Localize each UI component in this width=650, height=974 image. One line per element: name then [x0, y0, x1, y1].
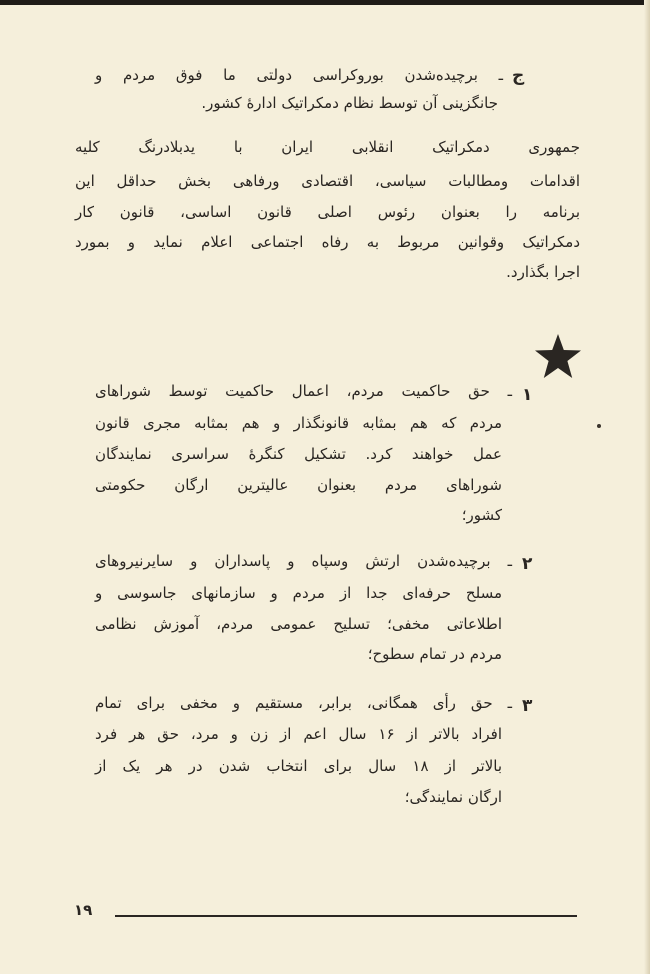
- section-marker: ج: [512, 66, 525, 86]
- item-line: شوراهای مردم بعنوان عالیترین ارگان حکومتی: [95, 476, 502, 494]
- paragraph-line: برنامه را بعنوان رئوس اصلی قانون اساسی، قانون کار: [75, 203, 580, 221]
- paragraph-line: جمهوری دمکراتیک انقلابی ایران با یدبلادرنگ کلیه: [75, 138, 580, 156]
- item-line: افراد بالاتر از ۱۶ سال اعم از زن و مرد، حق هر فرد: [95, 725, 502, 743]
- paragraph-line: اجرا بگذارد.: [506, 263, 580, 281]
- paragraph-line: دمکراتیک وقوانین مربوط به رفاه اجتماعی اعلام نماید و بمورد: [75, 233, 580, 251]
- item-line: اطلاعاتی مخفی؛ تسلیح عمومی مردم، آموزش نظامی: [95, 615, 502, 633]
- footer-rule: [115, 915, 577, 917]
- item-number: ۱: [522, 385, 533, 405]
- section-intro-line: ـ برچیده‌شدن بوروکراسی دولتی ما فوق مردم و: [95, 66, 503, 84]
- item-line: عمل خواهند کرد. تشکیل کنگرهٔ سراسری نمایندگان: [95, 445, 502, 463]
- item-line: مسلح حرفه‌ای جدا از مردم و سازمانهای جاسوسی و: [95, 584, 502, 602]
- item-line: بالاتر از ۱۸ سال برای انتخاب شدن در هر یک از: [95, 757, 502, 775]
- item-line: مردم که هم بمثابه قانونگذار و هم بمثابه مجری قانون: [95, 414, 502, 432]
- page-edge-shadow: [644, 0, 650, 974]
- item-line: کشور؛: [461, 506, 502, 524]
- paragraph-line: اقدامات ومطالبات سیاسی، اقتصادی ورفاهی بخش حداقل این: [75, 172, 580, 190]
- top-border: [0, 0, 650, 5]
- page-number: ۱۹: [74, 901, 93, 919]
- item-line: ـ حق رأی همگانی، برابر، مستقیم و مخفی برای تمام: [95, 694, 512, 712]
- item-line: ـ برچیده‌شدن ارتش وسپاه و پاسداران و سایرنیروهای: [95, 552, 512, 570]
- item-line: ـ حق حاکمیت مردم، اعمال حاکمیت توسط شوراهای: [95, 382, 512, 400]
- section-intro-line: جانگزینی آن توسط نظام دمکراتیک ادارهٔ کشور.: [201, 94, 498, 112]
- item-number: ۲: [522, 554, 533, 574]
- item-line: مردم در تمام سطوح؛: [367, 645, 502, 663]
- item-number: ۳: [522, 696, 533, 716]
- ink-smudge: [597, 424, 601, 428]
- star-icon: [534, 333, 582, 379]
- item-line: ارگان نمایندگی؛: [404, 788, 502, 806]
